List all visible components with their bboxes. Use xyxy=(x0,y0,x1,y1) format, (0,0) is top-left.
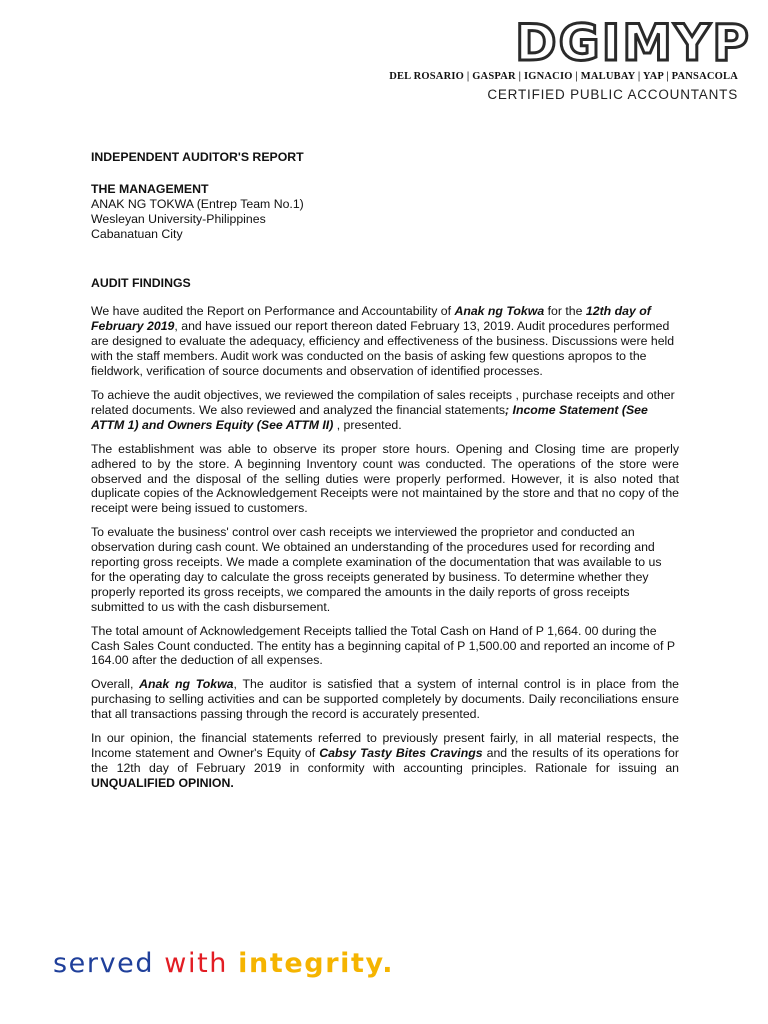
paragraph-opinion: In our opinion, the financial statements referred to previously present fairly, in all material respects, the Income statement and Owner's Equity of Cabsy Tasty Bites Cravings and the results of its operations for the 12th day of February 2019 in conformity with accounting principles. Rationale for issuing an UNQUALIFIED OPINION. xyxy=(91,731,679,790)
report-body xyxy=(91,150,679,800)
paragraph-cash-totals: The total amount of Acknowledgement Receipts tallied the Total Cash on Hand of P 1,664. 00 during the Cash Sales Count conducted. The entity has a beginning capital of P 1,500.00 and reported an income of P 164.00 after the deduction of all expenses. xyxy=(91,623,675,668)
partner-names: DEL ROSARIO | GASPAR | IGNACIO | MALUBAY | YAP | PANSACOLA xyxy=(389,71,738,82)
paragraph-store-operations: The establishment was able to observe its proper store hours. Opening and Closing time are properly adhered to by the store. A beginning Inventory count was conducted. The operations of the store were observed and the disposal of the selling duties were properly performed. However, it is also noted that duplicate copies of the Acknowledgement Receipts were not maintained by the store and that no copy of the receipt were being issued to customers. xyxy=(91,441,679,516)
logo-text: DGIMYP xyxy=(515,14,751,72)
tagline-served: served xyxy=(53,948,165,979)
paragraph-cash-receipts: To evaluate the business' control over cash receipts we interviewed the proprietor and conducted an observation during cash count. We obtained an understanding of the procedures used for recording and reporting gross receipts. We made a complete examination of the documentation that was available to us for the operating day to calculate the gross receipts generated by business. To determine whether they properly reported its gross receipts, we compared the amounts in the daily reports of gross receipts submitted to us with the cash disbursement. xyxy=(91,525,662,614)
firm-type: CERTIFIED PUBLIC ACCOUNTANTS xyxy=(487,87,738,102)
addressee-line: ANAK NG TOKWA (Entrep Team No.1) xyxy=(91,196,304,211)
logo-wordmark xyxy=(515,14,751,72)
addressee-line: Cabanatuan City xyxy=(91,226,183,241)
firm-logo xyxy=(515,14,751,72)
paragraph-objectives: To achieve the audit objectives, we reviewed the compilation of sales receipts , purchase receipts and other related documents. We also reviewed and analyzed the financial statements; Income Statement (See ATTM 1) and Owners Equity (See ATTM II) , presented. xyxy=(91,387,675,432)
footer-tagline xyxy=(53,948,394,979)
addressee-line: Wesleyan University-Philippines xyxy=(91,211,266,226)
report-title: INDEPENDENT AUDITOR'S REPORT xyxy=(91,150,304,164)
tagline-integrity: integrity. xyxy=(238,948,395,979)
addressee-heading: THE MANAGEMENT xyxy=(91,181,209,196)
findings-heading: AUDIT FINDINGS xyxy=(91,275,191,290)
tagline-with: with xyxy=(164,948,239,979)
paragraph-internal-control: Overall, Anak ng Tokwa, The auditor is satisfied that a system of internal control is in place from the purchasing to selling activities and can be supported completely by documents. Daily reconciliations ensure that all transactions passing through the record is accurately presented. xyxy=(91,677,679,722)
paragraph-audit-scope: We have audited the Report on Performance and Accountability of Anak ng Tokwa for the 12th day of February 2019, and have issued our report thereon dated February 13, 2019. Audit procedures performed are designed to evaluate the adequacy, efficiency and effectiveness of the business. Discussions were held with the staff members. Audit work was conducted on the basis of asking few questions apropos to the fieldwork, verification of source documents and observation of identified processes. xyxy=(91,304,675,379)
